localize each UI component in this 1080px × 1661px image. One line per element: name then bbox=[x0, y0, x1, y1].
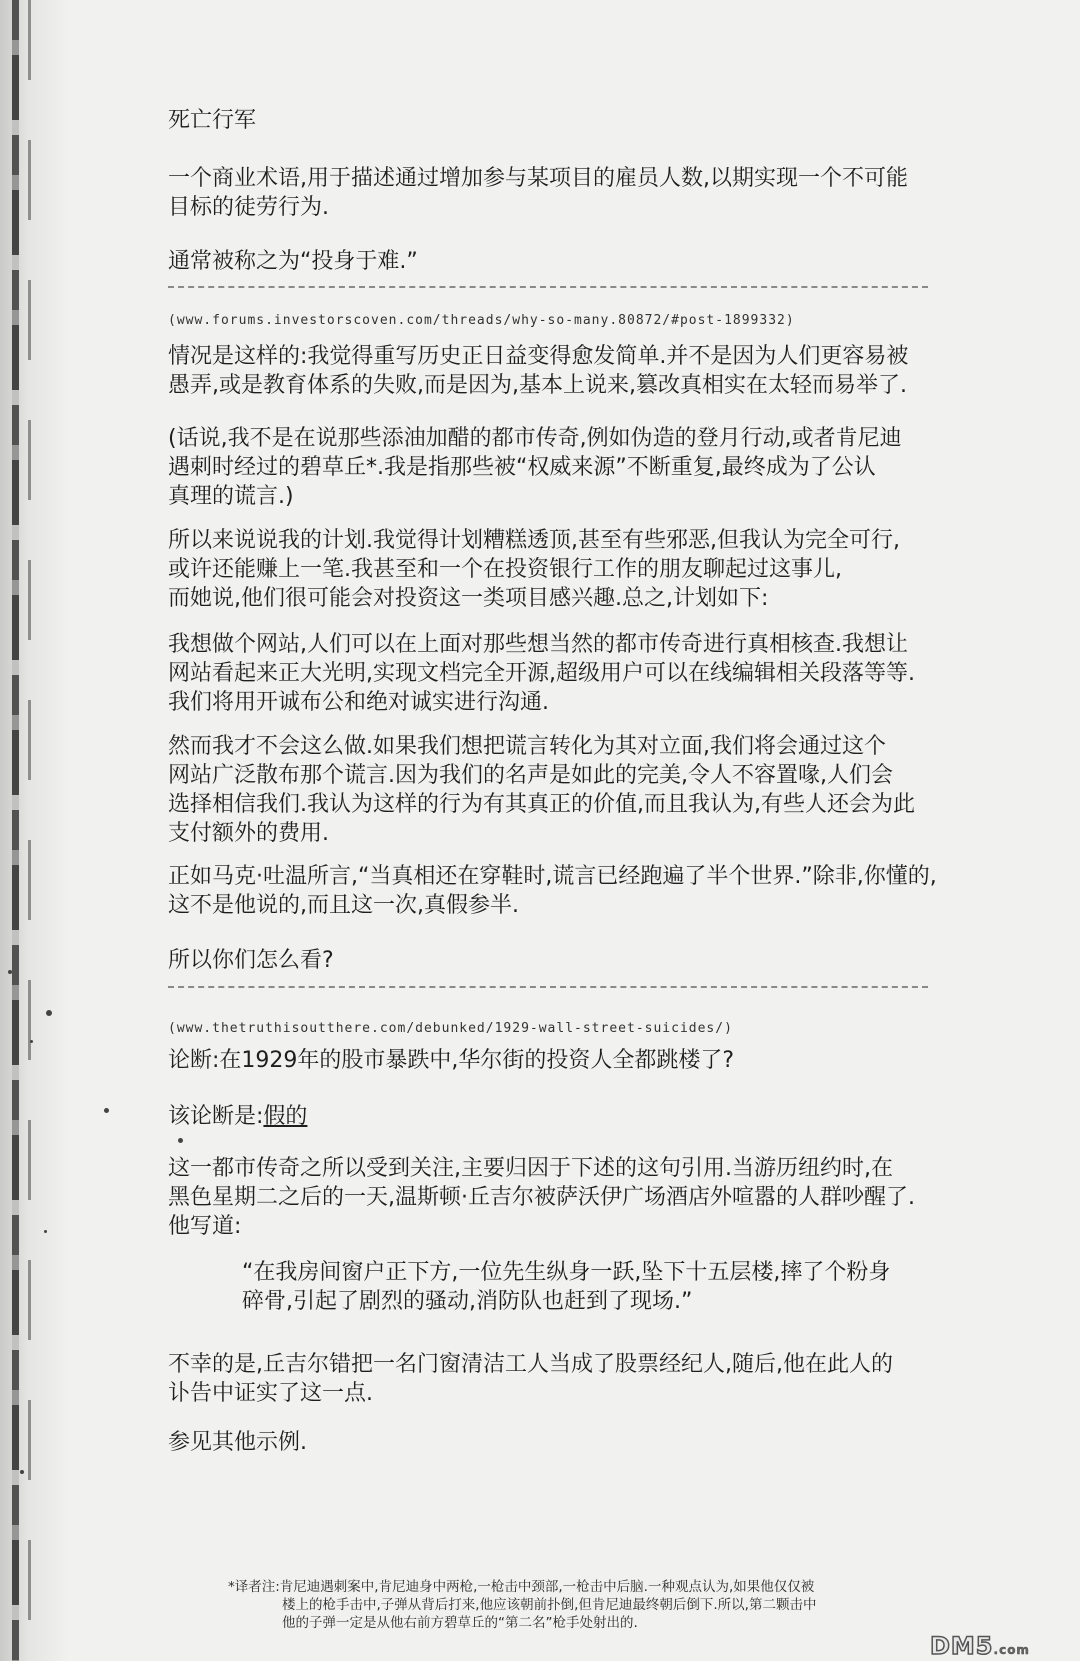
text-line: 讣告中证实了这一点. bbox=[168, 1381, 373, 1406]
post1-url[interactable]: (www.forums.investorscoven.com/threads/why-so-many.80872/#post-1899332) bbox=[168, 313, 795, 328]
post2-url[interactable]: (www.thetruthisoutthere.com/debunked/1929-wall-street-suicides/) bbox=[168, 1021, 733, 1036]
ink-speck bbox=[104, 1108, 109, 1113]
text-line: 正如马克·吐温所言,“当真相还在穿鞋时,谎言已经跑遍了半个世界.”除非,你懂的, bbox=[168, 864, 937, 889]
watermark-suffix: .com bbox=[993, 1643, 1030, 1657]
text-line: 真理的谎言.) bbox=[168, 484, 294, 509]
post1-paragraph bbox=[168, 862, 937, 920]
section-divider bbox=[168, 986, 928, 988]
text-line: 所以来说说我的计划.我觉得计划糟糕透顶,甚至有些邪恶,但我认为完全可行, bbox=[168, 528, 900, 553]
post1-paragraph bbox=[168, 424, 902, 511]
text-line: 我们将用开诚布公和绝对诚实进行沟通. bbox=[168, 690, 549, 715]
post1-closing: 所以你们怎么看? bbox=[168, 948, 334, 973]
definition-line: 目标的徒劳行为. bbox=[168, 195, 329, 220]
text-line: 我想做个网站,人们可以在上面对那些想当然的都市传奇进行真相核查.我想让 bbox=[168, 632, 908, 657]
text-line: 网站广泛散布那个谎言.因为我们的名声是如此的完美,令人不容置喙,人们会 bbox=[168, 763, 893, 788]
post1-paragraph bbox=[168, 526, 900, 613]
text-line: 愚弄,或是教育体系的失败,而是因为,基本上说来,篡改真相实在太轻而易举了. bbox=[168, 373, 907, 398]
definition bbox=[168, 164, 908, 222]
page-grunge-edge bbox=[0, 0, 70, 1661]
translator-footnote bbox=[228, 1578, 928, 1632]
text-line: 黑色星期二之后的一天,温斯顿·丘吉尔被萨沃伊广场酒店外喧嚣的人群吵醒了. bbox=[168, 1185, 915, 1210]
post1-paragraph bbox=[168, 732, 915, 848]
text-line: 或许还能赚上一笔.我甚至和一个在投资银行工作的朋友聊起过这事儿, bbox=[168, 557, 842, 582]
text-line: 选择相信我们.我认为这样的行为有其真正的价值,而且我认为,有些人还会为此 bbox=[168, 792, 915, 817]
site-watermark-logo bbox=[930, 1632, 1030, 1660]
text-line: 这一都市传奇之所以受到关注,主要归因于下述的这句引用.当游历纽约时,在 bbox=[168, 1156, 893, 1181]
page-grunge-stripe bbox=[12, 0, 19, 1661]
claim-line: 论断:在1929年的股市暴跌中,华尔街的投资人全都跳楼了? bbox=[168, 1048, 735, 1073]
text-line: 网站看起来正大光明,实现文档完全开源,超级用户可以在线编辑相关段落等等. bbox=[168, 661, 915, 686]
text-line: 这不是他说的,而且这一次,真假参半. bbox=[168, 893, 519, 918]
text-line: 情况是这样的:我觉得重写历史正日益变得愈发简单.并不是因为人们更容易被 bbox=[168, 344, 909, 369]
ink-speck bbox=[8, 970, 12, 974]
ink-speck bbox=[44, 1230, 47, 1233]
see-also-link[interactable]: 参见其他示例. bbox=[168, 1430, 307, 1455]
text-line: 他写道: bbox=[168, 1214, 242, 1239]
quote-line: 碎骨,引起了剧烈的骚动,消防队也赶到了现场.” bbox=[242, 1289, 693, 1314]
footnote-line: *译者注:肯尼迪遇刺案中,肯尼迪身中两枪,一枪击中颈部,一枪击中后脑.一种观点认为,如果他仅仅被 bbox=[228, 1579, 815, 1595]
page-title: 死亡行军 bbox=[168, 108, 257, 133]
text-line: 支付额外的费用. bbox=[168, 821, 329, 846]
aka-line: 通常被称之为“投身于难.” bbox=[168, 249, 418, 274]
post1-paragraph bbox=[168, 630, 915, 717]
text-line: 而她说,他们很可能会对投资这一类项目感兴趣.总之,计划如下: bbox=[168, 586, 769, 611]
post2-paragraph bbox=[168, 1350, 893, 1408]
verdict-value: 假的 bbox=[263, 1104, 308, 1129]
footnote-line: 楼上的枪手击中,子弹从背后打来,他应该朝前扑倒,但肯尼迪最终朝后倒下.所以,第二颗击中 bbox=[282, 1597, 817, 1613]
ink-speck bbox=[46, 1010, 52, 1016]
ink-speck bbox=[20, 1470, 24, 1474]
post1-paragraph bbox=[168, 342, 908, 400]
verdict-label: 该论断是: bbox=[168, 1104, 264, 1129]
post2-paragraph bbox=[168, 1154, 915, 1241]
definition-line: 一个商业术语,用于描述通过增加参与某项目的雇员人数,以期实现一个不可能 bbox=[168, 166, 908, 191]
ink-speck bbox=[30, 1040, 33, 1043]
text-line: 不幸的是,丘吉尔错把一名门窗清洁工人当成了股票经纪人,随后,他在此人的 bbox=[168, 1352, 893, 1377]
text-line: 然而我才不会这么做.如果我们想把谎言转化为其对立面,我们将会通过这个 bbox=[168, 734, 886, 759]
section-divider bbox=[168, 286, 928, 288]
quote-line: “在我房间窗户正下方,一位先生纵身一跃,坠下十五层楼,摔了个粉身 bbox=[242, 1260, 891, 1285]
verdict-line bbox=[168, 1102, 307, 1131]
footnote-line: 他的子弹一定是从他右前方碧草丘的“第二名”枪手处射出的. bbox=[282, 1615, 638, 1631]
watermark-logo-text: DM5 bbox=[930, 1632, 994, 1660]
text-line: 遇刺时经过的碧草丘*.我是指那些被“权威来源”不断重复,最终成为了公认 bbox=[168, 455, 876, 480]
stray-dot bbox=[178, 1138, 183, 1143]
page-grunge-stripe-thin bbox=[28, 0, 31, 1661]
text-line: (话说,我不是在说那些添油加醋的都市传奇,例如伪造的登月行动,或者肯尼迪 bbox=[168, 426, 902, 451]
churchill-quote bbox=[168, 1258, 890, 1316]
